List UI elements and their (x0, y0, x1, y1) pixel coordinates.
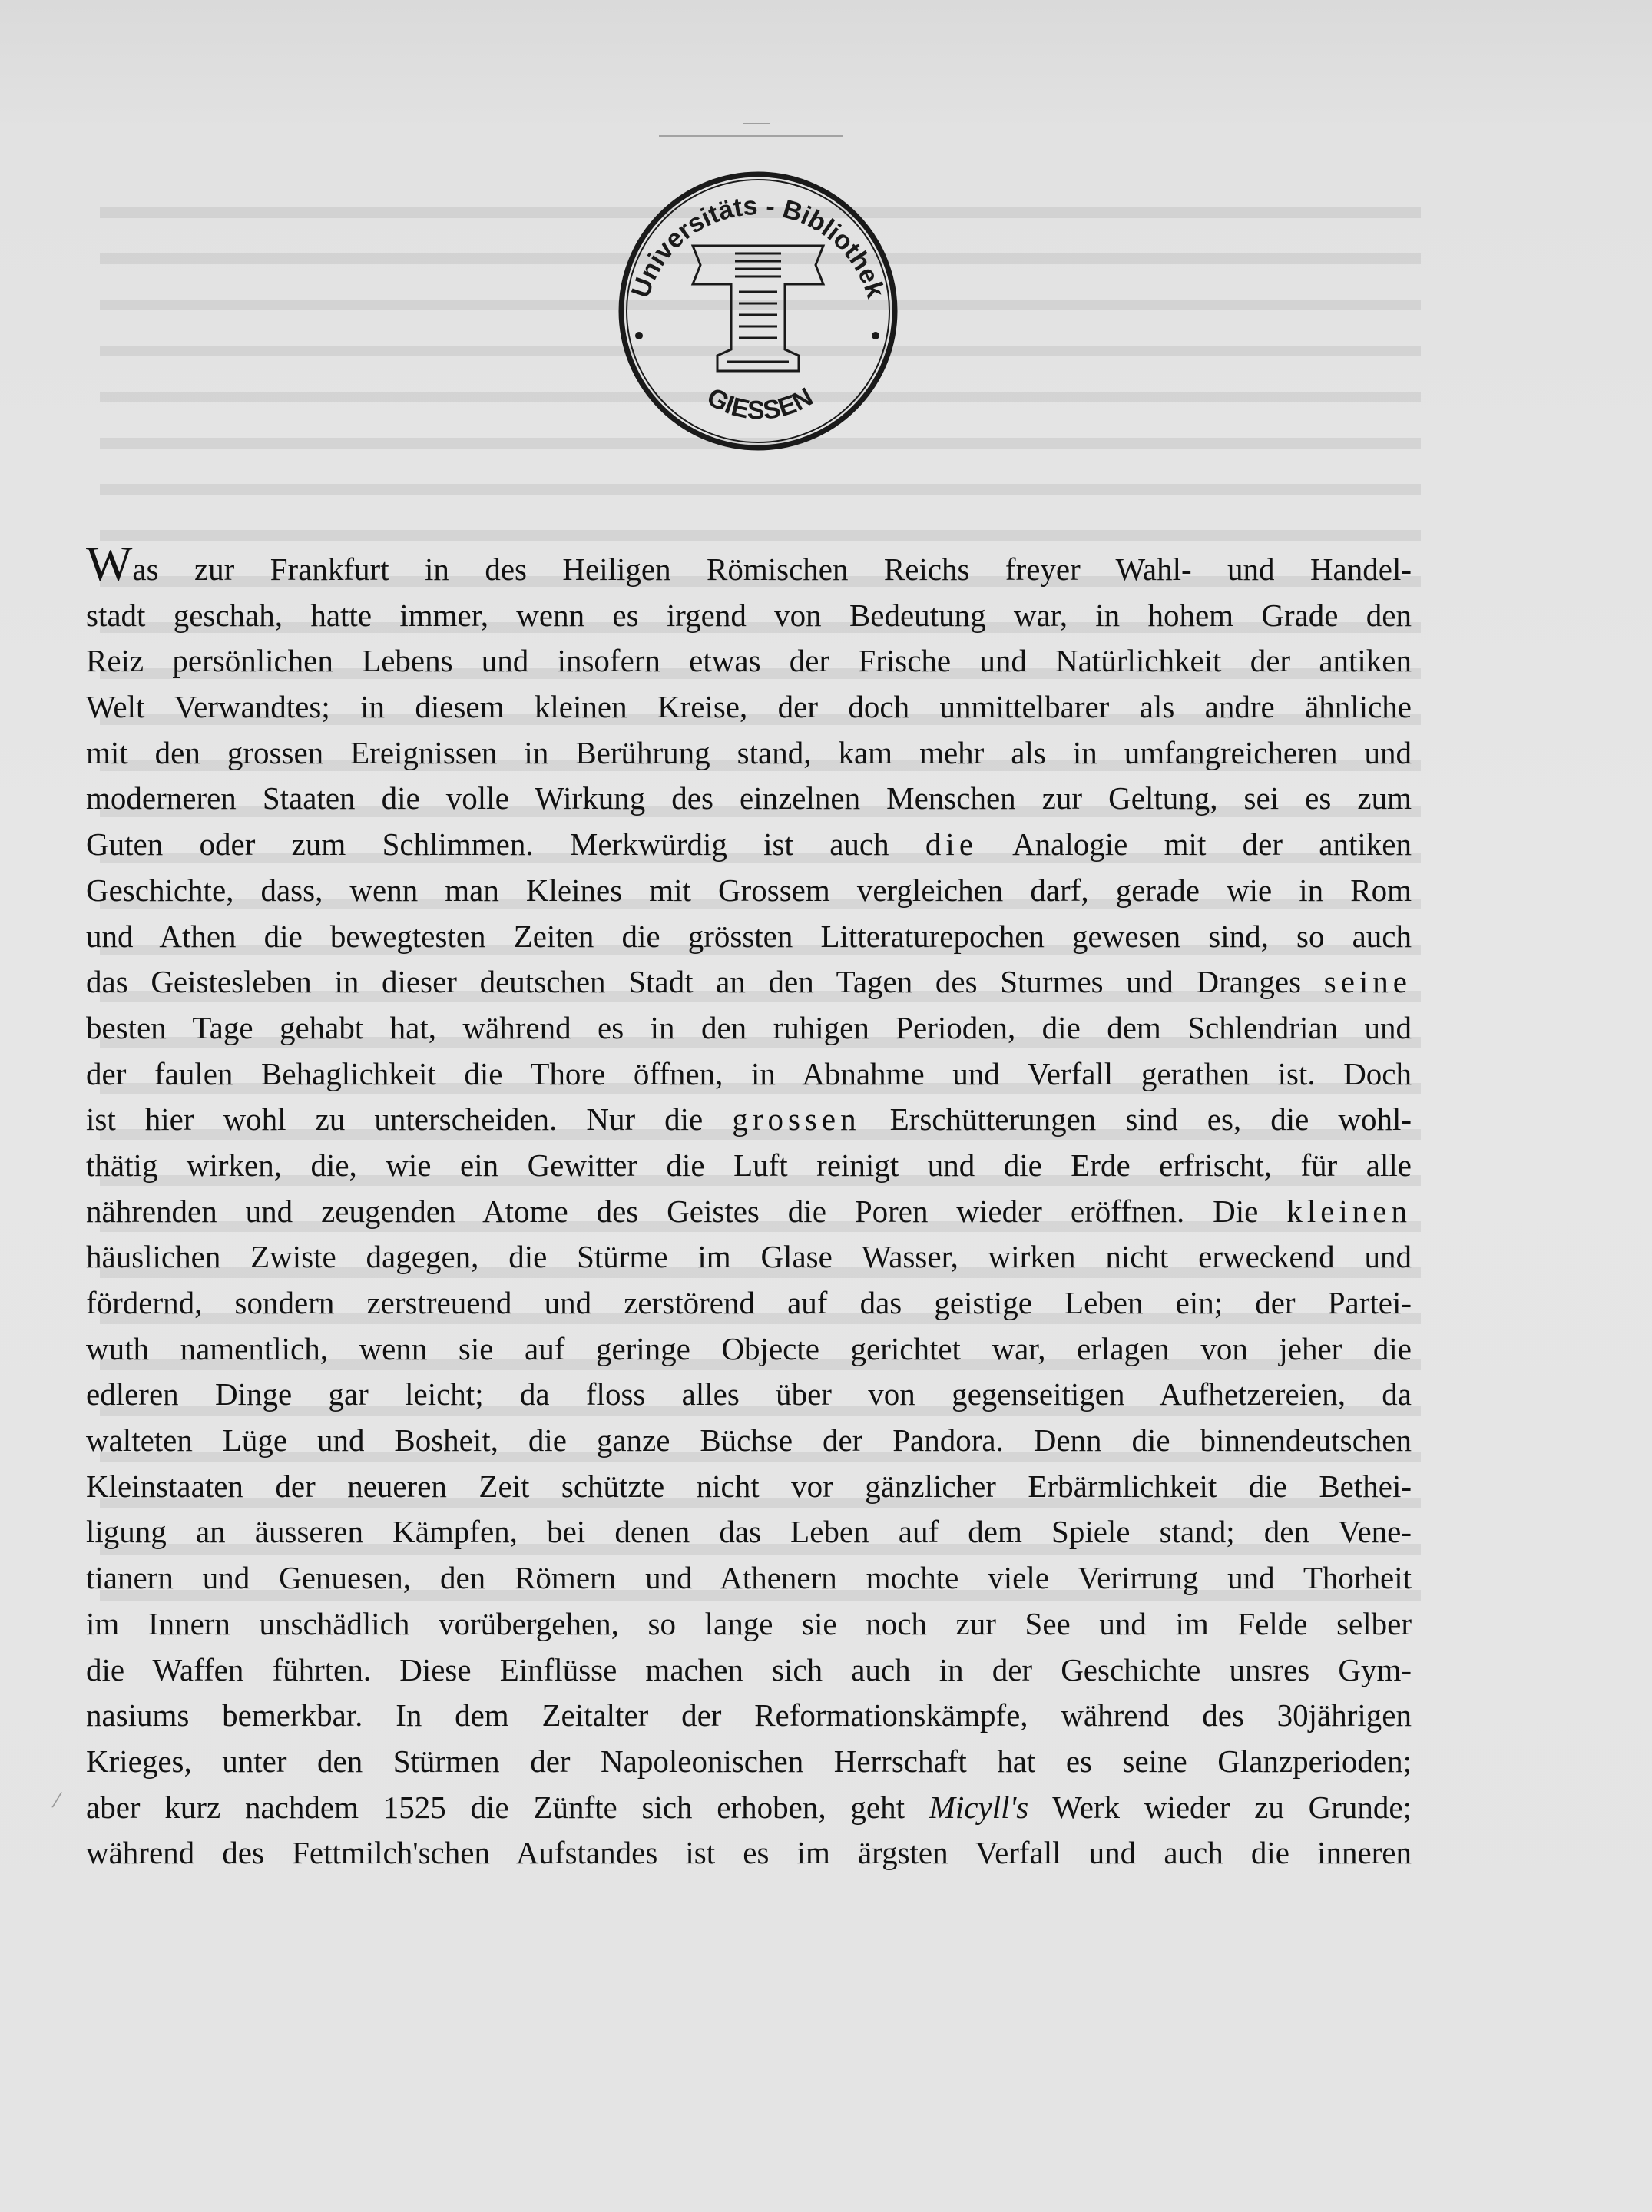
text-segment: thätig wirken, die, wie ein Gewitter die Luft reinigt und die Erde erfrischt, für alle (86, 1147, 1412, 1183)
text-segment: nährenden und zeugenden Atome des Geistes die Poren wieder eröffnen. Die (86, 1193, 1287, 1229)
text-segment: moderneren Staaten die volle Wirkung des einzelnen Menschen zur Geltung, sei es zum (86, 780, 1412, 816)
text-line (86, 1555, 1412, 1601)
text-line (86, 1051, 1412, 1098)
text-line (86, 1143, 1412, 1189)
text-line (86, 1601, 1412, 1647)
spaced-emphasis: grossen (732, 1101, 861, 1137)
text-segment: Reiz persönlichen Lebens und insofern etwas der Frische und Natürlichkeit der antiken (86, 643, 1412, 679)
stamp-dot-right (872, 332, 879, 339)
stamp-emblem (693, 246, 823, 371)
text-segment: besten Tage gehabt hat, während es in den ruhigen Perioden, die dem Schlendrian und (86, 1009, 1412, 1045)
text-segment: ist hier wohl zu unterscheiden. Nur die (86, 1101, 733, 1137)
spaced-emphasis: kleinen (1286, 1193, 1412, 1229)
text-line (86, 684, 1412, 730)
text-segment: häuslichen Zwiste dagegen, die Stürme im Glase Wasser, wirken nicht erweckend und (86, 1239, 1412, 1275)
text-line (86, 536, 1412, 593)
text-segment: as zur Frankfurt in des Heiligen Römischen Reichs freyer Wahl- und Handel- (132, 551, 1412, 587)
text-line (86, 1372, 1412, 1418)
text-segment: Guten oder zum Schlimmen. Merkwürdig ist auch (86, 826, 925, 863)
text-segment: Analogie mit der antiken (978, 826, 1412, 863)
text-segment: walteten Lüge und Bosheit, die ganze Büchse der Pandora. Denn die binnendeutschen (86, 1422, 1412, 1459)
text-line (86, 868, 1412, 914)
text-line (86, 776, 1412, 822)
text-segment: im Innern unschädlich vorübergehen, so lange sie noch zur See und im Felde selber (86, 1605, 1412, 1641)
text-segment: stadt geschah, hatte immer, wenn es irgend von Bedeutung war, in hohem Grade den (86, 597, 1412, 633)
text-segment: tianern und Genuesen, den Römern und Athenern mochte viele Verirrung und Thorheit (86, 1560, 1412, 1596)
text-segment: fördernd, sondern zerstreuend und zerstörend auf das geistige Leben ein; der Partei- (86, 1285, 1412, 1320)
text-line (86, 1097, 1412, 1143)
text-segment: Krieges, unter den Stürmen der Napoleonischen Herrschaft hat es seine Glanzperioden; (86, 1743, 1412, 1779)
drop-cap: W (86, 536, 133, 591)
stamp-dot-left (635, 332, 643, 339)
text-line (86, 1464, 1412, 1510)
text-line (86, 959, 1412, 1005)
text-segment: die Waffen führten. Diese Einflüsse machen sich auch in der Geschichte unsres Gym- (86, 1651, 1412, 1687)
text-line (86, 593, 1412, 639)
stamp-bottom-text: GIESSEN (702, 382, 818, 426)
italic-name: Micyll's (929, 1789, 1029, 1825)
text-segment: aber kurz nachdem 1525 die Zünfte sich erhoben, geht (86, 1789, 929, 1825)
library-stamp (601, 157, 915, 453)
text-line (86, 1693, 1412, 1739)
text-segment: Werk wieder zu Grunde; (1028, 1789, 1412, 1825)
text-segment: Geschichte, dass, wenn man Kleines mit Grossem vergleichen darf, gerade wie in Rom (86, 872, 1412, 908)
margin-mark: ⁄ (55, 1790, 59, 1813)
text-line (86, 914, 1412, 960)
text-line (86, 1830, 1412, 1876)
text-segment: Kleinstaaten der neueren Zeit schützte nicht vor gänzlicher Erbärmlichkeit die Bethei- (86, 1468, 1412, 1504)
text-line (86, 1234, 1412, 1280)
text-line (86, 1509, 1412, 1555)
text-line (86, 638, 1412, 684)
text-line (86, 1005, 1412, 1051)
text-segment: und Athen die bewegtesten Zeiten die grössten Litteraturepochen gewesen sind, so auch (86, 918, 1412, 954)
text-segment: das Geistesleben in dieser deutschen Stadt an den Tagen des Sturmes und Dranges (86, 964, 1324, 1000)
text-line (86, 1785, 1412, 1831)
text-segment: mit den grossen Ereignissen in Berührung stand, kam mehr als in umfangreicheren und (86, 734, 1412, 770)
text-segment: Welt Verwandtes; in diesem kleinen Kreise, der doch unmittelbarer als andre ähnliche (86, 689, 1412, 725)
body-text (86, 536, 1412, 1876)
spaced-emphasis: seine (1323, 964, 1412, 1000)
text-segment: ligung an äusseren Kämpfen, bei denen das Leben auf dem Spiele stand; den Vene- (86, 1514, 1412, 1550)
text-segment: edleren Dinge gar leicht; da floss alles über von gegenseitigen Aufhetzereien, da (86, 1376, 1412, 1412)
spaced-emphasis: die (925, 826, 978, 863)
text-line (86, 730, 1412, 777)
text-line (86, 1418, 1412, 1464)
text-segment: wuth namentlich, wenn sie auf geringe Objecte gerichtet war, erlagen von jeher die (86, 1330, 1412, 1366)
text-line (86, 1739, 1412, 1785)
running-head: — (743, 108, 770, 136)
text-line (86, 1647, 1412, 1694)
text-segment: nasiums bemerkbar. In dem Zeitalter der Reformationskämpfe, während des 30jährigen (86, 1697, 1412, 1734)
text-line (86, 1280, 1412, 1326)
stamp-top-text: Universitäts - Bibliothek (625, 190, 891, 302)
text-segment: Erschütterungen sind es, die wohl- (860, 1101, 1412, 1137)
text-line (86, 1326, 1412, 1373)
text-segment: während des Fettmilch'schen Aufstandes ist es im ärgsten Verfall und auch die inneren (86, 1835, 1412, 1871)
text-line (86, 822, 1412, 868)
text-line (86, 1189, 1412, 1235)
text-segment: der faulen Behaglichkeit die Thore öffnen, in Abnahme und Verfall gerathen ist. Doch (86, 1055, 1412, 1091)
